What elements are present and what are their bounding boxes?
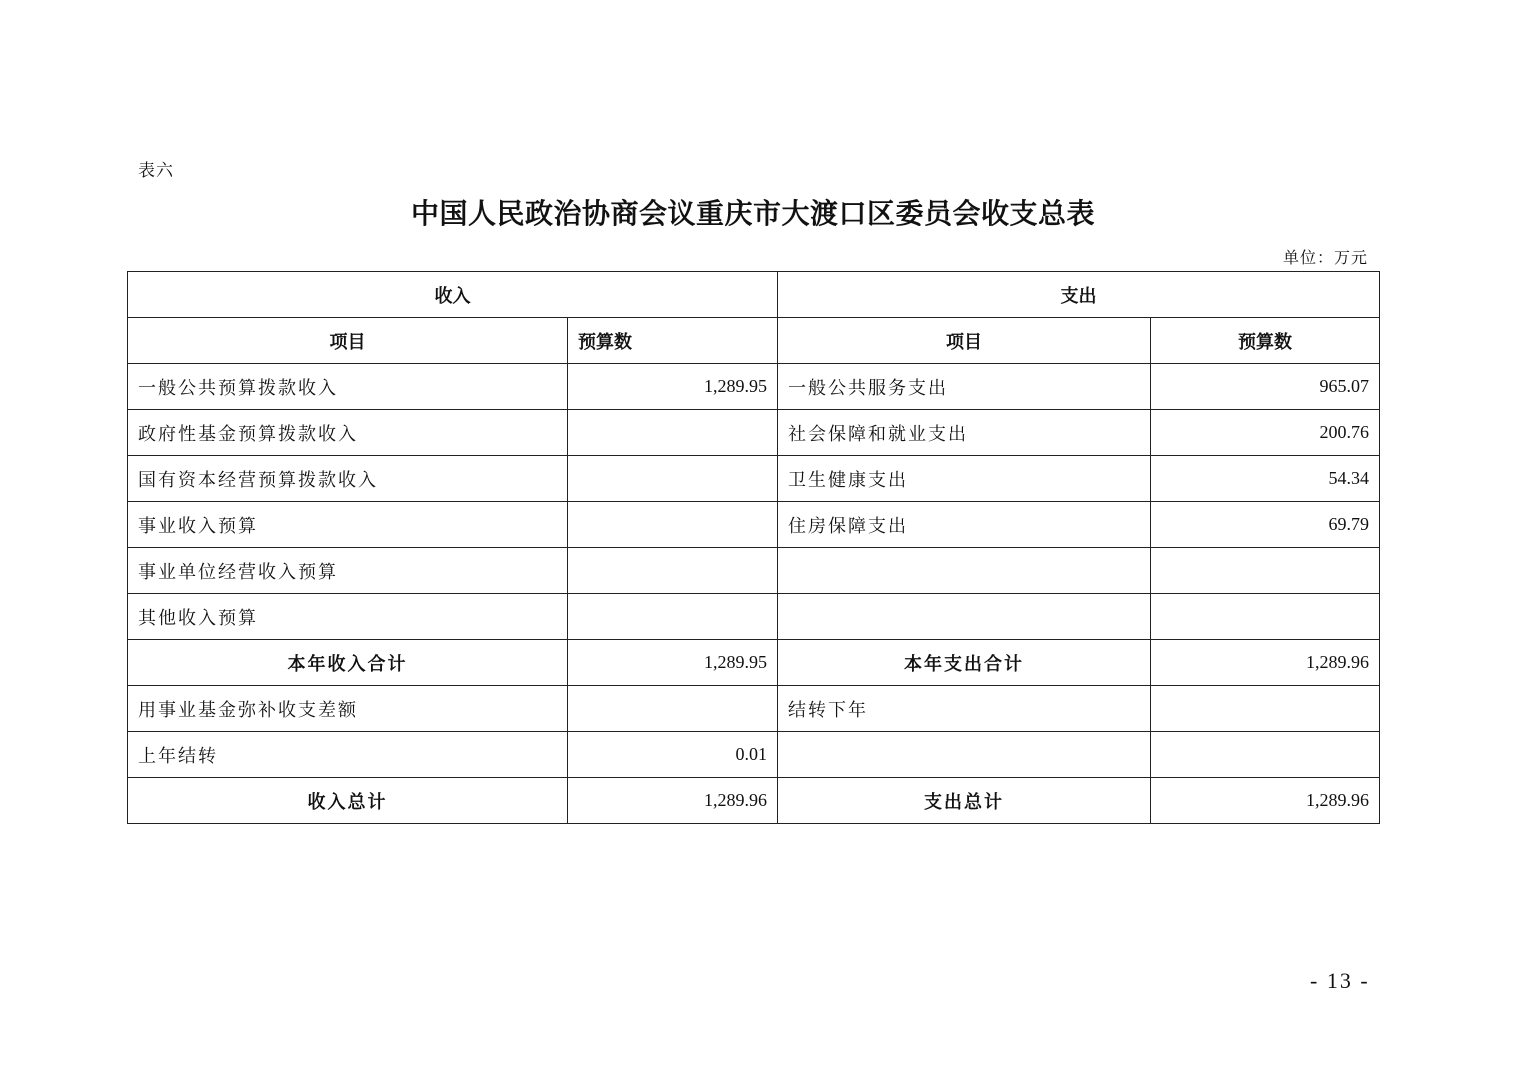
- income-total-amount: 1,289.96: [568, 778, 778, 824]
- budget-summary-table: [127, 271, 1380, 824]
- section-header-row: [128, 272, 1380, 318]
- expenditure-amount: 54.34: [1151, 456, 1380, 502]
- expenditure-budget-header: 预算数: [1151, 318, 1380, 364]
- income-amount: 1,289.95: [568, 364, 778, 410]
- expenditure-total-label: 支出总计: [778, 778, 1151, 824]
- table-row: [128, 410, 1380, 456]
- expenditure-section-header: 支出: [778, 272, 1380, 318]
- expenditure-amount: 69.79: [1151, 502, 1380, 548]
- income-amount: [568, 456, 778, 502]
- income-amount: [568, 410, 778, 456]
- table-row: [128, 364, 1380, 410]
- income-amount: 0.01: [568, 732, 778, 778]
- income-amount: [568, 594, 778, 640]
- expenditure-amount: [1151, 686, 1380, 732]
- income-item-header: 项目: [128, 318, 568, 364]
- table-row: [128, 456, 1380, 502]
- table-row: [128, 732, 1380, 778]
- table-row: [128, 548, 1380, 594]
- table-row: [128, 686, 1380, 732]
- expenditure-item: 社会保障和就业支出: [778, 410, 1151, 456]
- expenditure-item: 住房保障支出: [778, 502, 1151, 548]
- income-amount: [568, 548, 778, 594]
- expenditure-amount: 965.07: [1151, 364, 1380, 410]
- expenditure-item: 卫生健康支出: [778, 456, 1151, 502]
- grand-total-row: [128, 778, 1380, 824]
- income-section-header: 收入: [128, 272, 778, 318]
- expenditure-amount: [1151, 548, 1380, 594]
- page-number: - 13 -: [1310, 968, 1370, 993]
- income-subtotal-label: 本年收入合计: [128, 640, 568, 686]
- income-amount: [568, 686, 778, 732]
- subtotal-row: [128, 640, 1380, 686]
- income-item: 政府性基金预算拨款收入: [128, 410, 568, 456]
- expenditure-total-amount: 1,289.96: [1151, 778, 1380, 824]
- expenditure-subtotal-label: 本年支出合计: [778, 640, 1151, 686]
- income-item: 国有资本经营预算拨款收入: [128, 456, 568, 502]
- expenditure-item: [778, 732, 1151, 778]
- expenditure-amount: [1151, 594, 1380, 640]
- expenditure-amount: 200.76: [1151, 410, 1380, 456]
- income-subtotal-amount: 1,289.95: [568, 640, 778, 686]
- expenditure-item: 结转下年: [778, 686, 1151, 732]
- income-item: 一般公共预算拨款收入: [128, 364, 568, 410]
- column-header-row: [128, 318, 1380, 364]
- expenditure-item: [778, 548, 1151, 594]
- expenditure-item: 一般公共服务支出: [778, 364, 1151, 410]
- income-item: 上年结转: [128, 732, 568, 778]
- income-item: 其他收入预算: [128, 594, 568, 640]
- income-amount: [568, 502, 778, 548]
- expenditure-item: [778, 594, 1151, 640]
- unit-note: 单位：万元: [1282, 248, 1368, 267]
- income-budget-header: 预算数: [568, 318, 778, 364]
- document-title: 中国人民政治协商会议重庆市大渡口区委员会收支总表: [410, 197, 1095, 230]
- income-item: 事业收入预算: [128, 502, 568, 548]
- expenditure-amount: [1151, 732, 1380, 778]
- expenditure-item-header: 项目: [778, 318, 1151, 364]
- table-row: [128, 502, 1380, 548]
- expenditure-subtotal-amount: 1,289.96: [1151, 640, 1380, 686]
- income-item: 用事业基金弥补收支差额: [128, 686, 568, 732]
- table-label: 表六: [138, 161, 174, 181]
- income-item: 事业单位经营收入预算: [128, 548, 568, 594]
- income-total-label: 收入总计: [128, 778, 568, 824]
- table-row: [128, 594, 1380, 640]
